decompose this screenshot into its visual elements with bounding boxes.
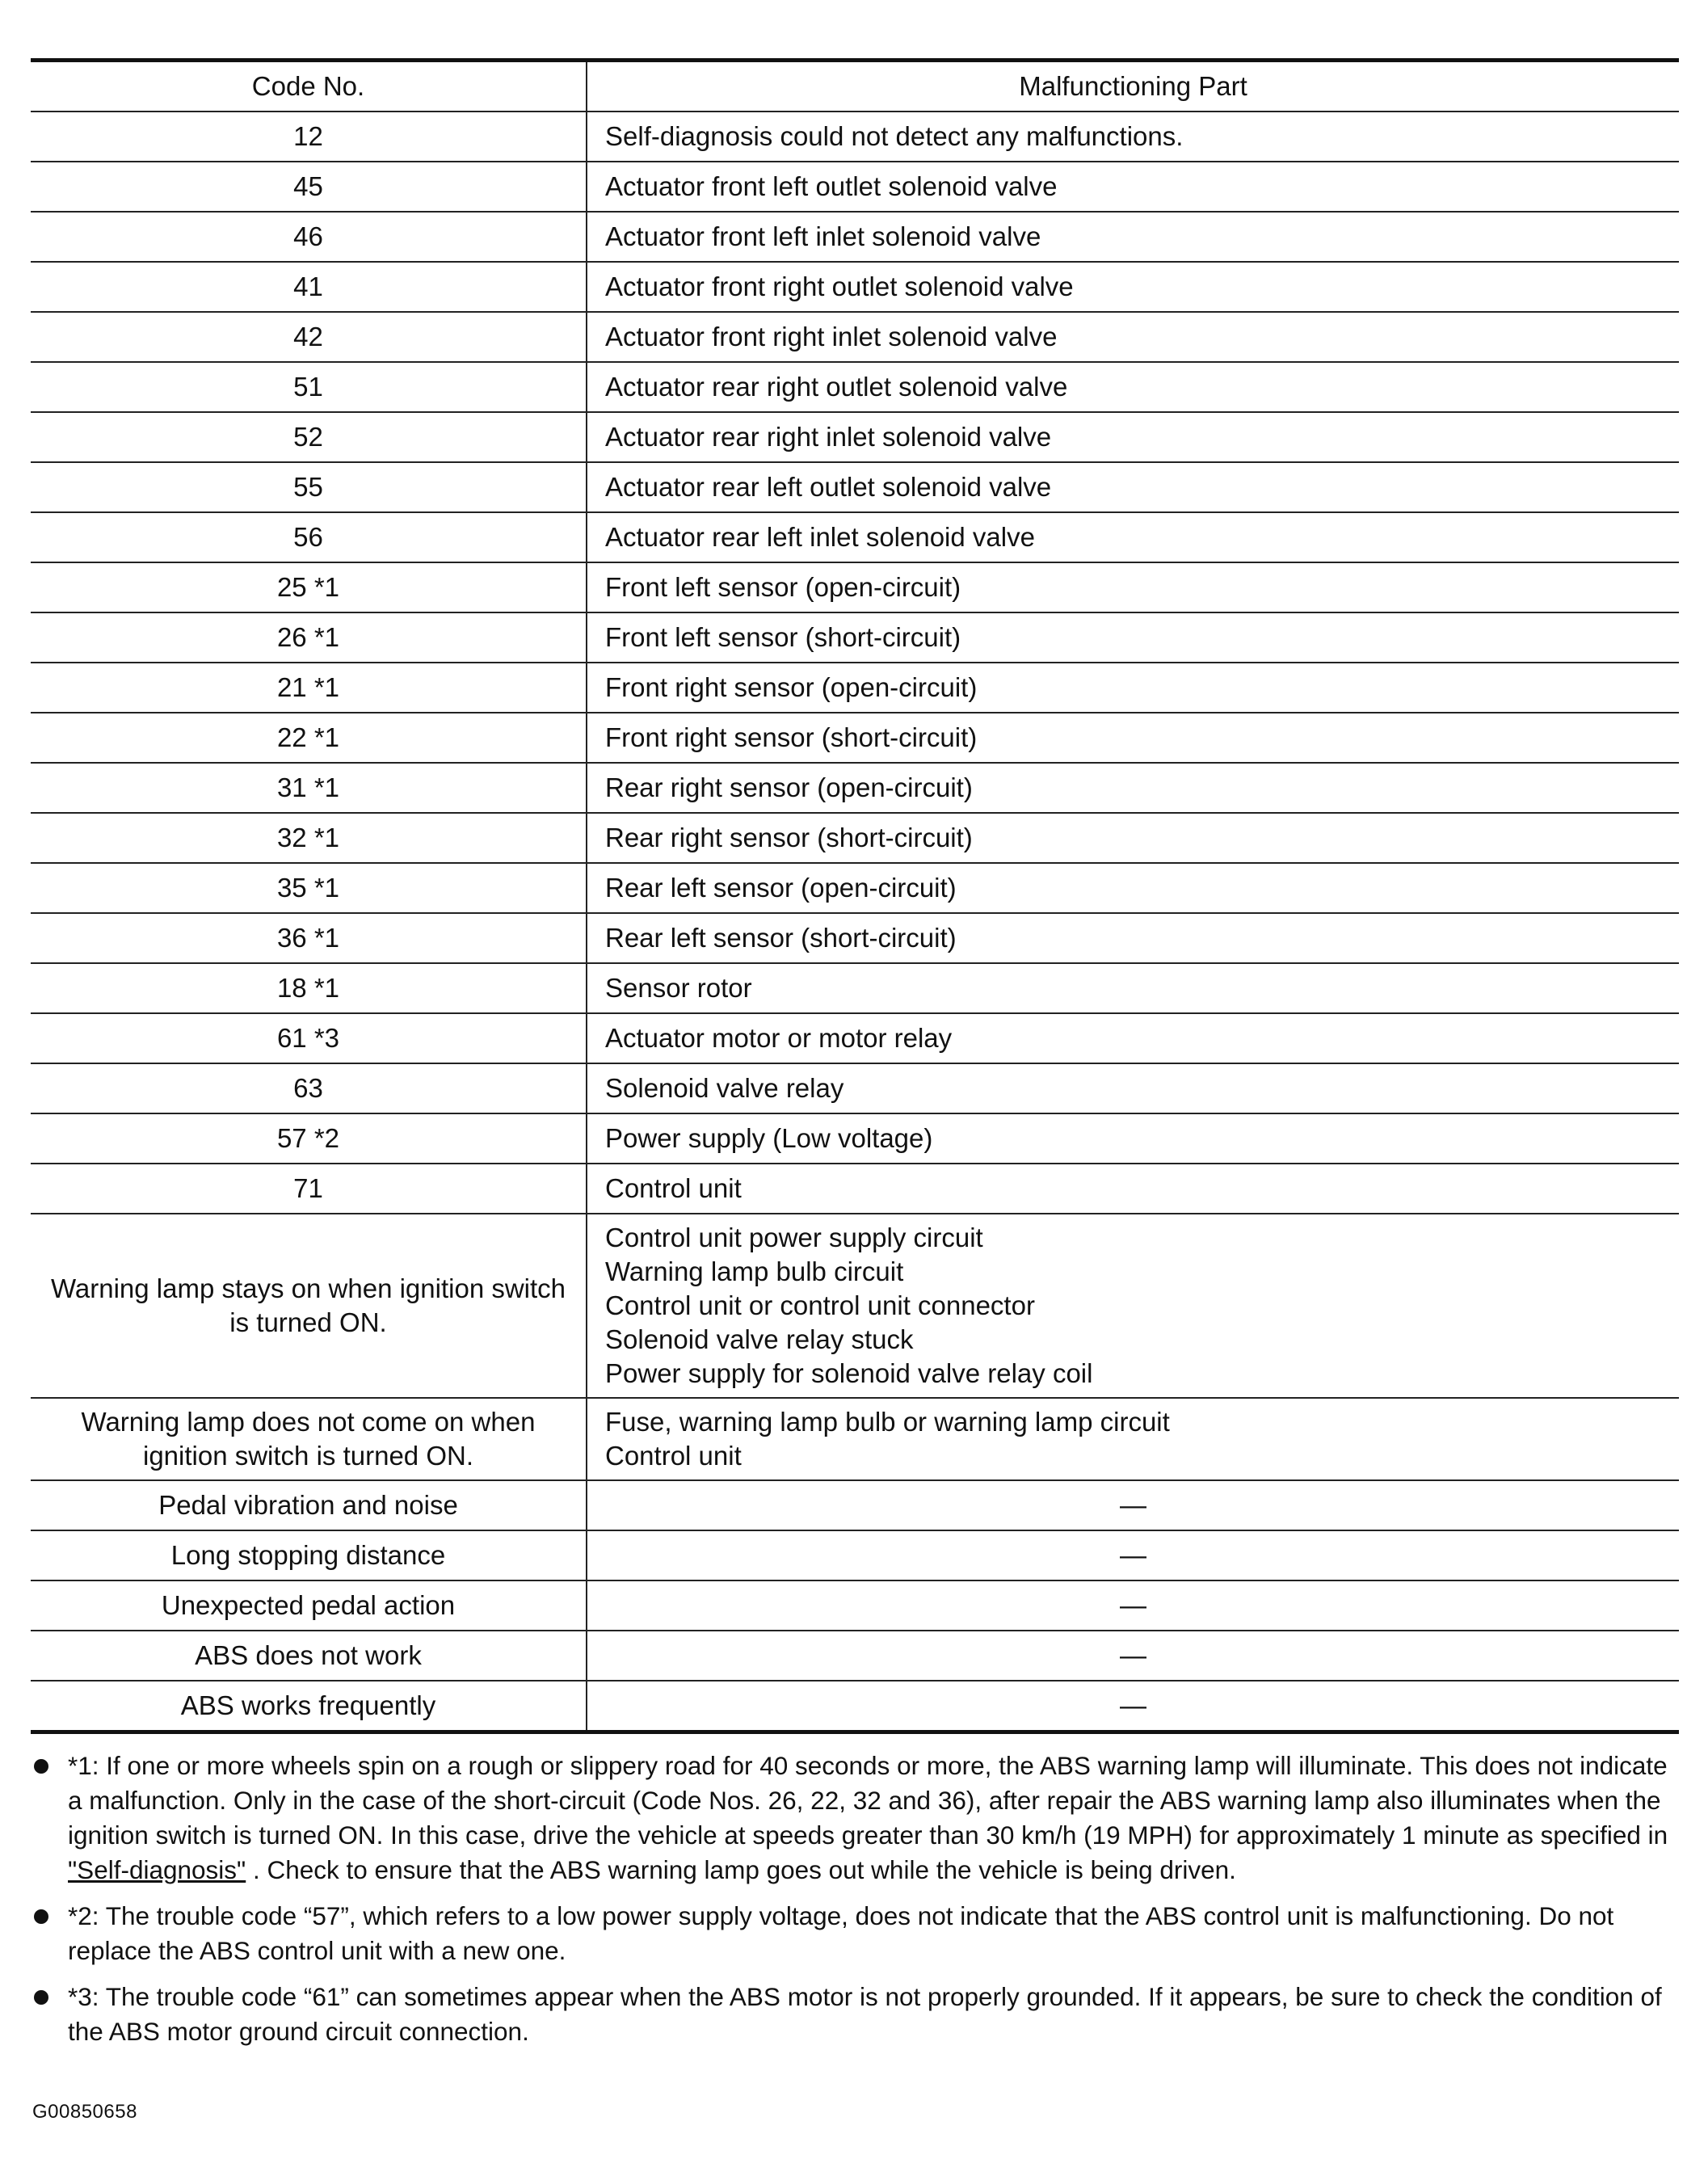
- self-diagnosis-link[interactable]: "Self-diagnosis": [68, 1855, 246, 1884]
- part-cell: [587, 562, 1679, 612]
- code-cell: 32 *1: [31, 813, 587, 863]
- table-row: [31, 763, 1679, 813]
- part-cell: [587, 612, 1679, 663]
- footnotes: [31, 1749, 1679, 2049]
- part-cell: [587, 1214, 1679, 1398]
- part-cell: [587, 312, 1679, 362]
- code-cell: 42: [31, 312, 587, 362]
- part-line: Fuse, warning lamp bulb or warning lamp circuit: [605, 1407, 1170, 1437]
- table-row: [31, 863, 1679, 913]
- table-row: [31, 262, 1679, 312]
- part-cell: [587, 1113, 1679, 1164]
- part-line: Power supply for solenoid valve relay coil: [605, 1358, 1093, 1388]
- part-cell: [587, 1164, 1679, 1214]
- table-row: [31, 1013, 1679, 1063]
- code-cell: Warning lamp stays on when ignition switch is turned ON.: [31, 1214, 587, 1398]
- table-row: [31, 813, 1679, 863]
- table-row: [31, 1681, 1679, 1732]
- part-cell: [587, 713, 1679, 763]
- part-line: Control unit or control unit connector: [605, 1290, 1035, 1320]
- footnote-1-text-end: . Check to ensure that the ABS warning lamp goes out while the vehicle is being driven.: [246, 1855, 1236, 1884]
- code-cell: Pedal vibration and noise: [31, 1480, 587, 1530]
- part-line: Rear right sensor (short-circuit): [605, 823, 973, 852]
- table-row: [31, 1580, 1679, 1631]
- table-row: [31, 913, 1679, 963]
- part-line: Actuator rear right inlet solenoid valve: [605, 422, 1052, 452]
- part-cell: [587, 412, 1679, 462]
- table-row: [31, 462, 1679, 512]
- part-line: Sensor rotor: [605, 973, 752, 1003]
- table-row: [31, 162, 1679, 212]
- code-cell: ABS works frequently: [31, 1681, 587, 1732]
- part-line: Actuator front left inlet solenoid valve: [605, 221, 1041, 251]
- part-cell: [587, 1530, 1679, 1580]
- table-row: [31, 362, 1679, 412]
- part-line: Actuator rear left outlet solenoid valve: [605, 472, 1052, 502]
- part-line: Actuator motor or motor relay: [605, 1023, 953, 1053]
- bullet-icon: [34, 1990, 48, 2005]
- code-cell: 26 *1: [31, 612, 587, 663]
- bullet-icon: [34, 1909, 48, 1924]
- part-line: Actuator rear right outlet solenoid valve: [605, 372, 1068, 402]
- code-cell: Warning lamp does not come on when ignition switch is turned ON.: [31, 1398, 587, 1480]
- part-line: Control unit power supply circuit: [605, 1223, 983, 1252]
- table-row: [31, 212, 1679, 262]
- footnote-2: [31, 1899, 1679, 1968]
- part-cell: [587, 863, 1679, 913]
- table-row: [31, 1113, 1679, 1164]
- part-cell: [587, 1631, 1679, 1681]
- footnote-2-text: *2: The trouble code “57”, which refers to a low power supply voltage, does not indicate that the ABS control unit is malfunctioning. Do not replace the ABS control unit with a new one.: [68, 1901, 1614, 1965]
- part-cell: [587, 813, 1679, 863]
- part-line: Control unit: [605, 1173, 742, 1203]
- part-cell: [587, 1398, 1679, 1480]
- code-cell: 36 *1: [31, 913, 587, 963]
- code-cell: 57 *2: [31, 1113, 587, 1164]
- table-row: [31, 412, 1679, 462]
- part-line: Front right sensor (open-circuit): [605, 672, 978, 702]
- part-cell: [587, 763, 1679, 813]
- column-header-code: Code No.: [31, 61, 587, 112]
- part-cell: [587, 1013, 1679, 1063]
- footnote-3-text: *3: The trouble code “61” can sometimes appear when the ABS motor is not properly grounded. If it appears, be sure to check the condition of the ABS motor ground circuit connection.: [68, 1982, 1662, 2046]
- code-cell: 51: [31, 362, 587, 412]
- part-line: Rear right sensor (open-circuit): [605, 772, 973, 802]
- document-id: G00850658: [32, 2101, 137, 2123]
- part-cell: [587, 1480, 1679, 1530]
- table-row: [31, 612, 1679, 663]
- code-cell: 71: [31, 1164, 587, 1214]
- table-row: [31, 1214, 1679, 1398]
- code-cell: 63: [31, 1063, 587, 1113]
- code-cell: 31 *1: [31, 763, 587, 813]
- code-cell: 41: [31, 262, 587, 312]
- part-cell: [587, 112, 1679, 162]
- part-line: Solenoid valve relay: [605, 1073, 844, 1103]
- part-line: Self-diagnosis could not detect any malfunctions.: [605, 121, 1184, 151]
- part-cell: [587, 913, 1679, 963]
- part-line: —: [1120, 1490, 1146, 1520]
- code-cell: Long stopping distance: [31, 1530, 587, 1580]
- code-cell: 21 *1: [31, 663, 587, 713]
- table-row: [31, 713, 1679, 763]
- code-cell: 56: [31, 512, 587, 562]
- code-cell: ABS does not work: [31, 1631, 587, 1681]
- part-cell: [587, 262, 1679, 312]
- part-line: Rear left sensor (open-circuit): [605, 873, 957, 903]
- part-cell: [587, 1580, 1679, 1631]
- trouble-code-table: [31, 58, 1679, 1734]
- part-cell: [587, 1063, 1679, 1113]
- code-cell: 52: [31, 412, 587, 462]
- table-row: [31, 963, 1679, 1013]
- table-row: [31, 663, 1679, 713]
- code-cell: 18 *1: [31, 963, 587, 1013]
- code-cell: 46: [31, 212, 587, 262]
- bullet-icon: [34, 1759, 48, 1774]
- code-cell: 35 *1: [31, 863, 587, 913]
- part-cell: [587, 1681, 1679, 1732]
- table-row: [31, 1063, 1679, 1113]
- code-cell: 22 *1: [31, 713, 587, 763]
- part-cell: [587, 162, 1679, 212]
- part-line: Actuator front left outlet solenoid valve: [605, 171, 1058, 201]
- table-row: [31, 112, 1679, 162]
- table-row: [31, 512, 1679, 562]
- document-page: [31, 58, 1679, 2060]
- footnote-1-text: *1: If one or more wheels spin on a rough or slippery road for 40 seconds or more, the ABS warning lamp will illuminate. This does not indicate a malfunction. Only in the case of the short-circuit (Code Nos. 26, 22, 32 and 36), after repair the ABS warning lamp also illuminates when the ignition switch is turned ON. In this case, drive the vehicle at speeds greater than 30 km/h (19 MPH) for approximately 1 minute as specified in: [68, 1751, 1668, 1850]
- table-row: [31, 1398, 1679, 1480]
- part-line: Actuator rear left inlet solenoid valve: [605, 522, 1035, 552]
- part-cell: [587, 663, 1679, 713]
- part-line: —: [1120, 1640, 1146, 1670]
- part-line: Front left sensor (open-circuit): [605, 572, 961, 602]
- part-line: Warning lamp bulb circuit: [605, 1256, 904, 1286]
- code-cell: 45: [31, 162, 587, 212]
- code-cell: 25 *1: [31, 562, 587, 612]
- code-cell: 55: [31, 462, 587, 512]
- code-cell: 12: [31, 112, 587, 162]
- footnote-1: [31, 1749, 1679, 1888]
- part-line: —: [1120, 1540, 1146, 1570]
- part-cell: [587, 512, 1679, 562]
- table-body: [31, 112, 1679, 1732]
- part-cell: [587, 212, 1679, 262]
- code-cell: Unexpected pedal action: [31, 1580, 587, 1631]
- part-line: Actuator front right outlet solenoid valve: [605, 271, 1074, 301]
- table-row: [31, 562, 1679, 612]
- part-line: Front left sensor (short-circuit): [605, 622, 961, 652]
- part-line: —: [1120, 1590, 1146, 1620]
- column-header-part: Malfunctioning Part: [587, 61, 1679, 112]
- table-row: [31, 1480, 1679, 1530]
- part-line: Control unit: [605, 1441, 742, 1471]
- table-row: [31, 1164, 1679, 1214]
- part-line: Solenoid valve relay stuck: [605, 1324, 914, 1354]
- part-line: Rear left sensor (short-circuit): [605, 923, 957, 953]
- part-line: Front right sensor (short-circuit): [605, 722, 978, 752]
- part-line: Actuator front right inlet solenoid valve: [605, 322, 1058, 351]
- part-cell: [587, 462, 1679, 512]
- part-cell: [587, 963, 1679, 1013]
- table-row: [31, 1530, 1679, 1580]
- code-cell: 61 *3: [31, 1013, 587, 1063]
- part-cell: [587, 362, 1679, 412]
- part-line: Power supply (Low voltage): [605, 1123, 933, 1153]
- part-line: —: [1120, 1690, 1146, 1720]
- footnote-3: [31, 1980, 1679, 2049]
- table-row: [31, 312, 1679, 362]
- table-row: [31, 1631, 1679, 1681]
- table-header-row: [31, 61, 1679, 112]
